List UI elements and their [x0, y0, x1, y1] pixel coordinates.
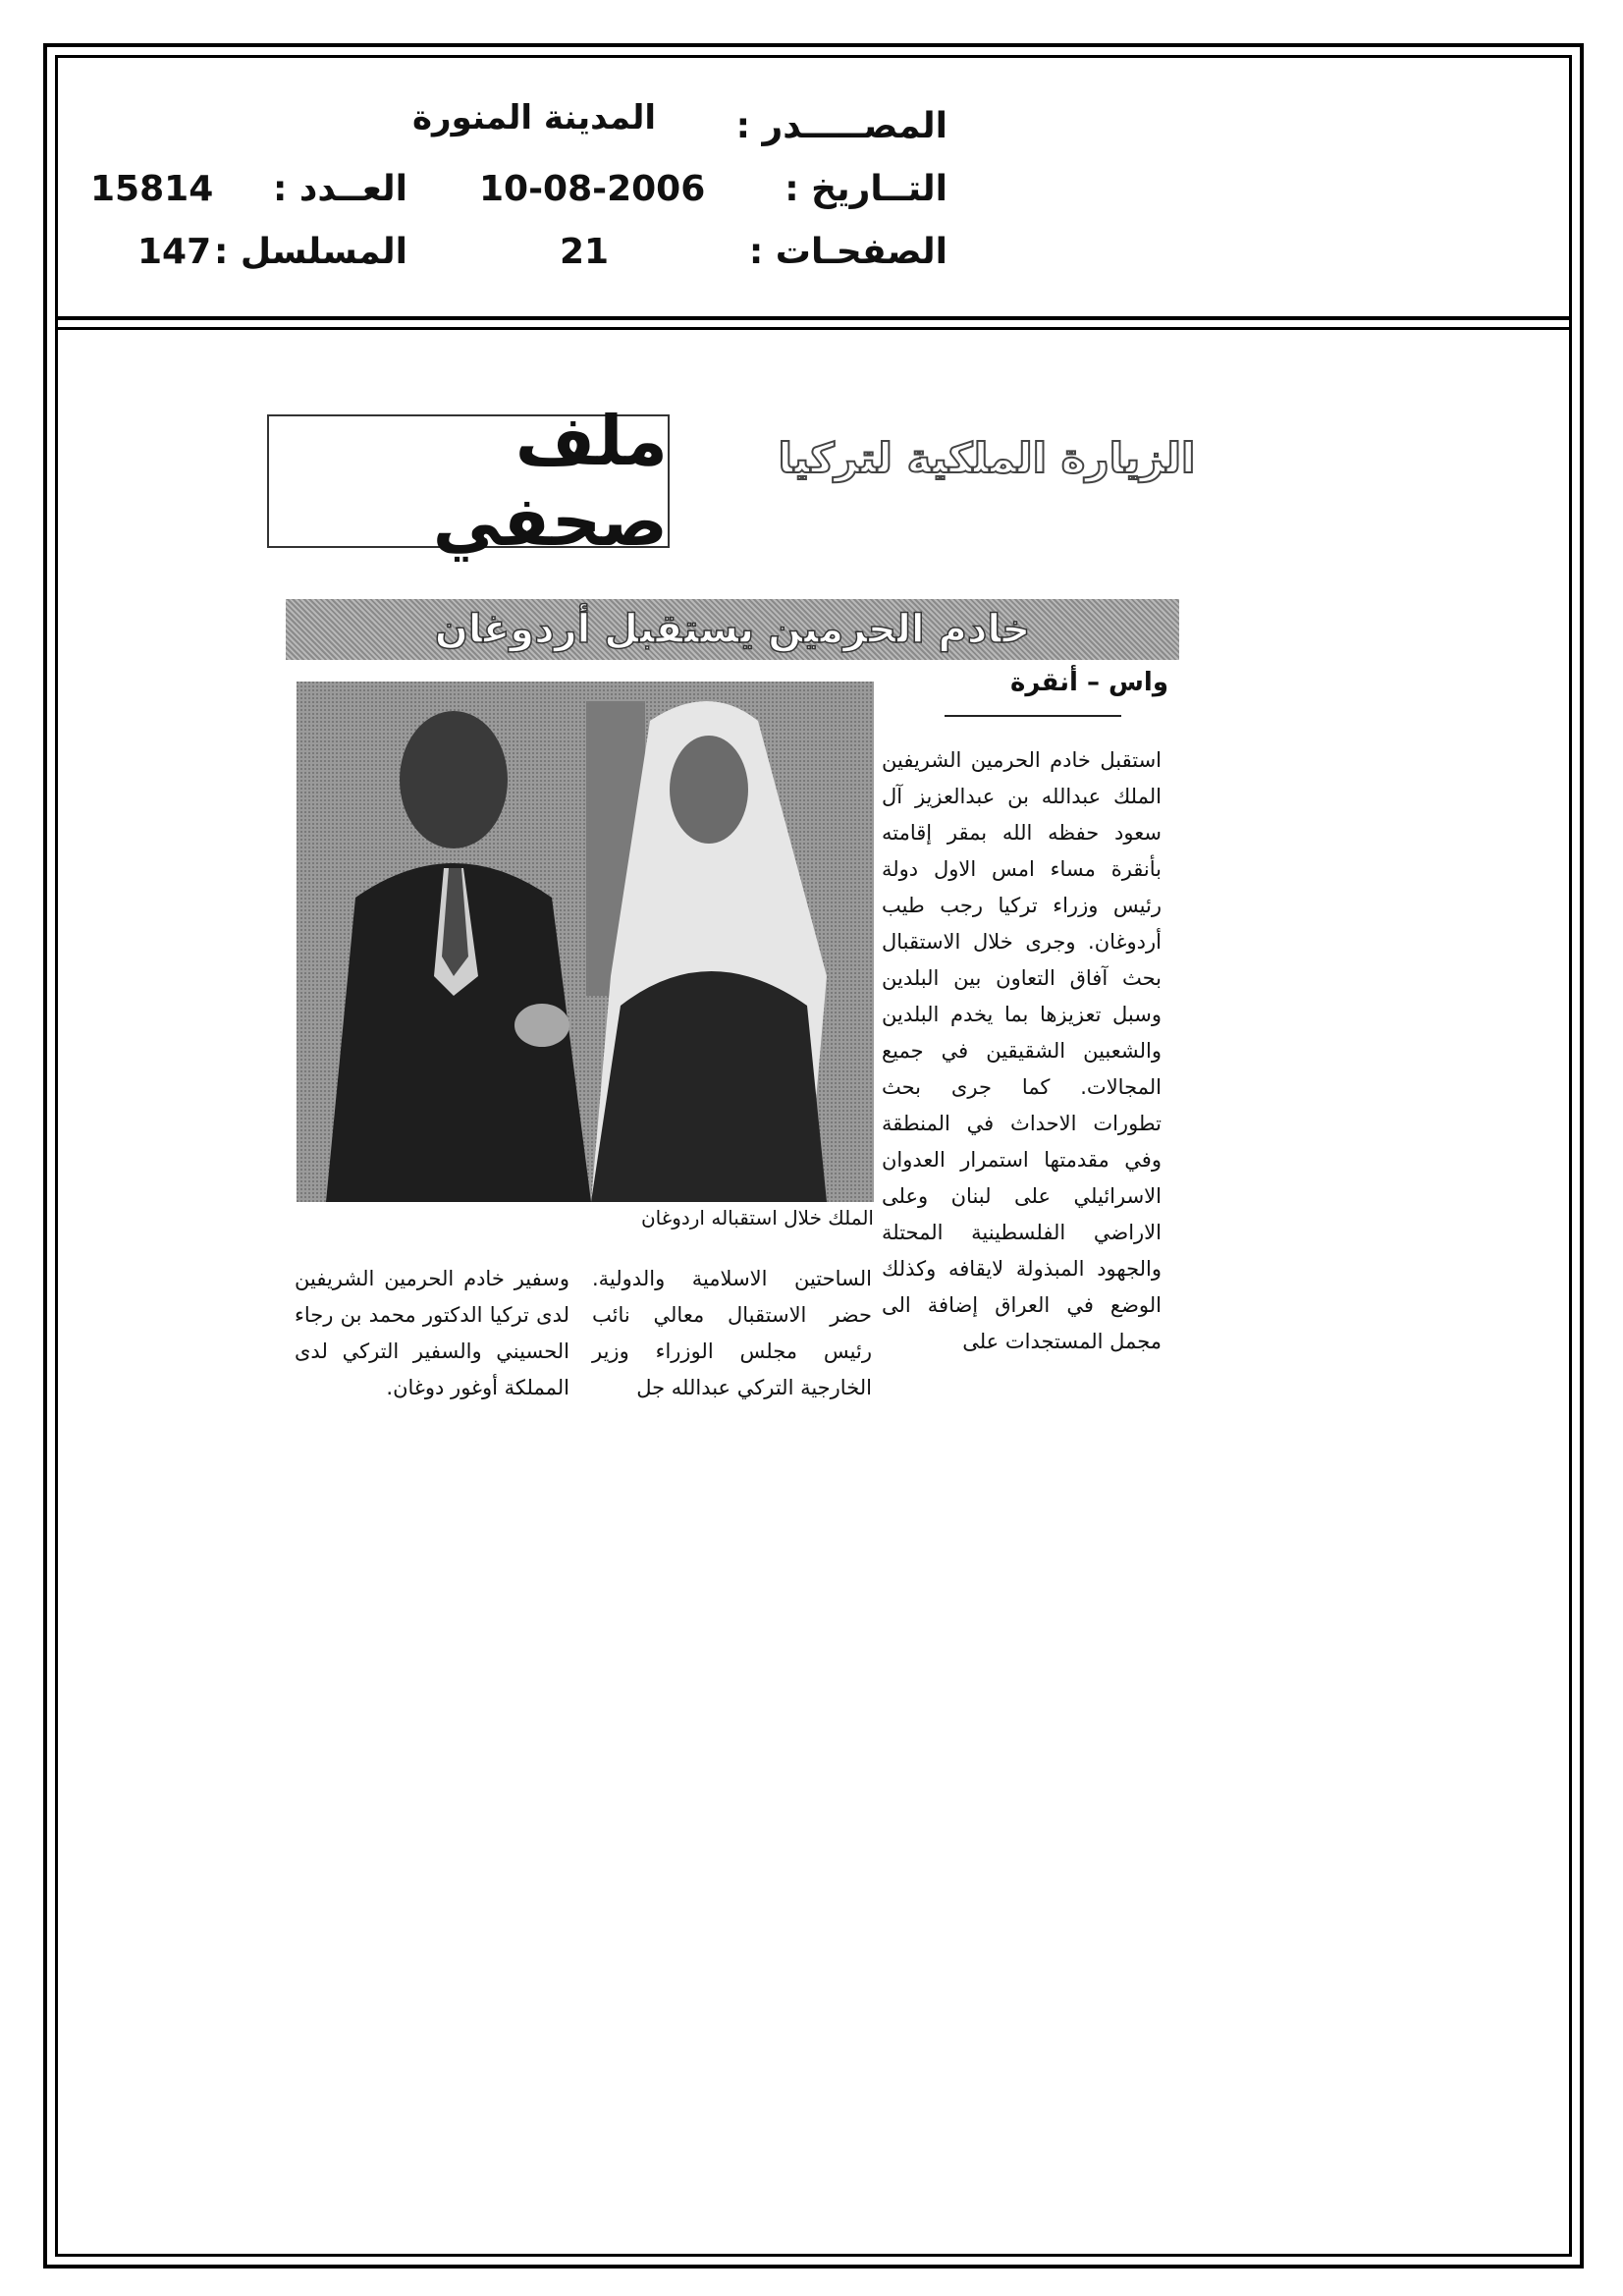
header-divider: [55, 316, 1572, 330]
article-headline: خادم الحرمين يستقبل أردوغان: [434, 607, 1031, 652]
serial-label: المسلسل :: [213, 232, 407, 272]
photo-caption: الملك خلال استقباله اردوغان: [640, 1206, 874, 1230]
press-file-stamp-text: ملف صحفي: [432, 401, 668, 562]
issue-label: العــدد :: [273, 169, 407, 209]
pages-value: 21: [560, 232, 610, 272]
byline-rule: [945, 715, 1121, 717]
press-file-stamp: [267, 401, 670, 562]
date-label: التــاريخ :: [784, 169, 947, 209]
article-byline: واس – أنقرة: [1010, 668, 1168, 697]
pages-label: الصفحـات :: [748, 232, 947, 272]
royal-visit-banner: الزيارة الملكية لتركيا: [778, 434, 1196, 482]
issue-value: 15814: [90, 169, 214, 209]
date-value: 10-08-2006: [479, 169, 706, 209]
source-label: المصـــــدر :: [735, 106, 947, 146]
article-column-3: وسفير خادم الحرمين الشريفين لدى تركيا الدكتور محمد بن رجاء الحسيني والسفير التركي لدى المملكة أوغور دوغان.: [295, 1267, 569, 1399]
photo-illustration: [297, 682, 874, 1202]
source-value: المدينة المنورة: [411, 98, 656, 137]
article-headline-bar: [286, 599, 1179, 660]
article-column-1: استقبل خادم الحرمين الشريفين الملك عبدالله بن عبدالعزيز آل سعود حفظه الله بمقر إقامته بأنقرة مساء امس الاول دولة رئيس وزراء تركيا رجب طيب أردوغان. وجرى خلال الاستقبال بحث آفاق التعاون بين البلدين وسبل تعزيزها بما يخدم البلدين والشعبين الشقيقين في جميع المجالات. كما جرى بحث تطورات الاحداث في المنطقة وفي مقدمتها استمرار العدوان الاسرائيلي على لبنان وعلى الاراضي الفلسطينية المحتلة والجهود المبذولة لايقافه وكذلك الوضع في العراق إضافة الى مجمل المستجدات على: [882, 748, 1162, 1353]
serial-value: 147: [137, 232, 212, 272]
article-photo: [297, 682, 874, 1202]
article-column-2: الساحتين الاسلامية والدولية. حضر الاستقبال معالي نائب رئيس مجلس الوزراء وزير الخارجية التركي عبدالله جل: [592, 1267, 872, 1399]
